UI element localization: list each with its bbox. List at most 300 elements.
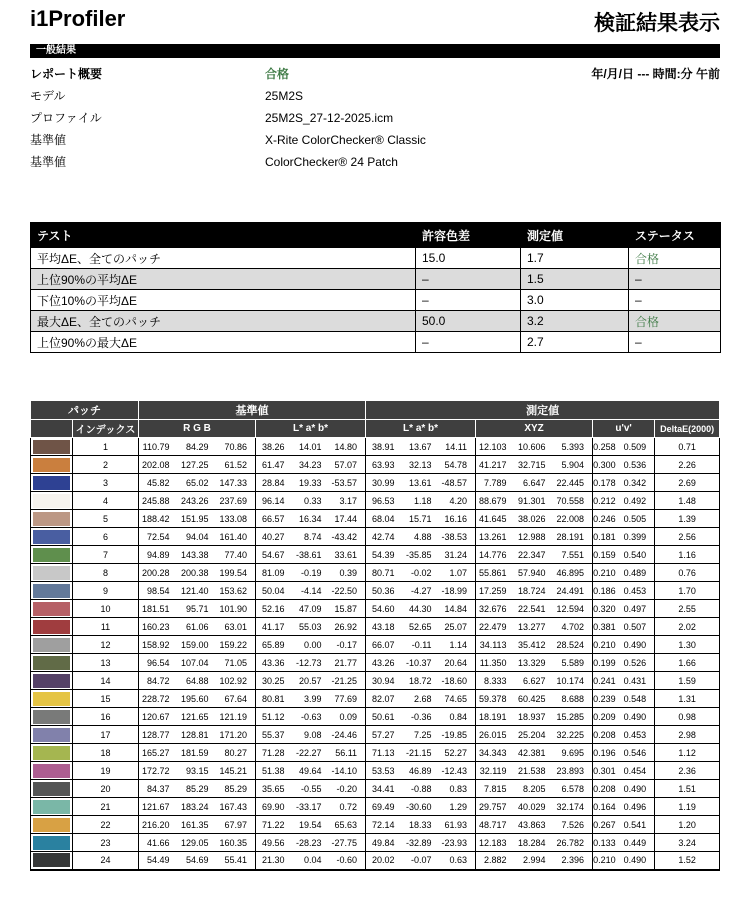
lab-ref-value: 77.69 [330, 690, 366, 708]
rgb-value: 121.40 [178, 582, 217, 600]
patch-row [31, 618, 720, 636]
rgb-value: 84.72 [139, 672, 178, 690]
xyz-value: 10.174 [554, 672, 593, 690]
xyz-value: 32.119 [476, 762, 515, 780]
lab-ref-value: 71.28 [256, 744, 293, 762]
xyz-value: 17.259 [476, 582, 515, 600]
lab-meas-value: 54.78 [440, 456, 476, 474]
lab-ref-value: 54.67 [256, 546, 293, 564]
lab-ref-value: 34.23 [293, 456, 330, 474]
patch-index: 3 [73, 474, 139, 492]
test-table-body [31, 248, 721, 353]
uv-value: 0.208 [593, 726, 624, 744]
swatch-cell [31, 474, 73, 492]
patch-index: 18 [73, 744, 139, 762]
uv-value: 0.526 [624, 654, 655, 672]
rgb-value: 202.08 [139, 456, 178, 474]
color-swatch [33, 584, 70, 598]
group-header-reference: 基準値 [139, 401, 366, 420]
rgb-value: 67.97 [217, 816, 256, 834]
lab-ref-value: 49.56 [256, 834, 293, 852]
test-results-table [30, 222, 721, 353]
rgb-value: 237.69 [217, 492, 256, 510]
lab-ref-value: 50.04 [256, 582, 293, 600]
color-swatch [33, 853, 70, 867]
uv-value: 0.381 [593, 618, 624, 636]
lab-ref-value: 56.11 [330, 744, 366, 762]
uv-value: 0.490 [624, 780, 655, 798]
page-title: 検証結果表示 [594, 12, 720, 35]
lab-ref-value: -21.25 [330, 672, 366, 690]
deltae-value: 1.39 [655, 510, 720, 528]
test-name: 最大ΔE、全てのパッチ [31, 311, 416, 332]
patch-index: 16 [73, 708, 139, 726]
color-swatch [33, 818, 70, 832]
deltae-value: 2.26 [655, 456, 720, 474]
rgb-value: 183.24 [178, 798, 217, 816]
rgb-value: 195.60 [178, 690, 217, 708]
color-swatch [33, 710, 70, 724]
lab-ref-value: -43.42 [330, 528, 366, 546]
patch-row [31, 546, 720, 564]
report-status-value: 合格 [265, 67, 290, 81]
rgb-value: 121.67 [139, 798, 178, 816]
lab-meas-value: -23.93 [440, 834, 476, 852]
lab-ref-value: 55.03 [293, 618, 330, 636]
rgb-value: 84.29 [178, 438, 217, 456]
lab-meas-value: 42.74 [366, 528, 403, 546]
rgb-column-header: R G B [139, 420, 256, 438]
deltae-value: 3.24 [655, 834, 720, 852]
lab-ref-value: 69.90 [256, 798, 293, 816]
reference-value-1: X-Rite ColorChecker® Classic [265, 133, 426, 147]
status-value: 合格 [629, 248, 721, 269]
lab-meas-value: 50.61 [366, 708, 403, 726]
uv-value: 0.536 [624, 456, 655, 474]
lab-meas-value: 18.33 [403, 816, 440, 834]
lab-meas-value: -10.37 [403, 654, 440, 672]
swatch-cell [31, 834, 73, 852]
xyz-value: 35.412 [515, 636, 554, 654]
xyz-value: 70.558 [554, 492, 593, 510]
lab-ref-value: 51.12 [256, 708, 293, 726]
lab-ref-value: 0.04 [293, 852, 330, 870]
uv-value: 0.181 [593, 528, 624, 546]
color-swatch [33, 800, 70, 814]
xyz-value: 13.277 [515, 618, 554, 636]
swatch-column-header [31, 420, 73, 438]
patch-row [31, 690, 720, 708]
xyz-value: 14.776 [476, 546, 515, 564]
uv-value: 0.210 [593, 636, 624, 654]
patch-index: 20 [73, 780, 139, 798]
deltae-value: 2.55 [655, 600, 720, 618]
lab-ref-value: 65.63 [330, 816, 366, 834]
deltae-value: 1.59 [655, 672, 720, 690]
patch-index: 17 [73, 726, 139, 744]
uv-value: 0.546 [624, 744, 655, 762]
info-row-reference-1 [30, 132, 720, 154]
xyz-value: 42.381 [515, 744, 554, 762]
reference-value-2: ColorChecker® 24 Patch [265, 155, 398, 169]
swatch-cell [31, 618, 73, 636]
lab-meas-value: 44.30 [403, 600, 440, 618]
rgb-value: 160.23 [139, 618, 178, 636]
rgb-value: 151.95 [178, 510, 217, 528]
lab-ref-value: 43.36 [256, 654, 293, 672]
rgb-value: 200.28 [139, 564, 178, 582]
lab-meas-value: 30.99 [366, 474, 403, 492]
lab-meas-value: 2.68 [403, 690, 440, 708]
uv-value: 0.208 [593, 780, 624, 798]
color-swatch [33, 836, 70, 850]
rgb-value: 171.20 [217, 726, 256, 744]
uv-value: 0.509 [624, 438, 655, 456]
uv-value: 0.454 [624, 762, 655, 780]
swatch-cell [31, 744, 73, 762]
swatch-cell [31, 492, 73, 510]
info-row-report-summary [30, 66, 720, 88]
patch-index: 19 [73, 762, 139, 780]
xyz-value: 59.378 [476, 690, 515, 708]
lab-meas-value: -0.11 [403, 636, 440, 654]
patch-index: 9 [73, 582, 139, 600]
measured-value: 3.0 [521, 290, 629, 311]
xyz-value: 60.425 [515, 690, 554, 708]
patch-row [31, 816, 720, 834]
lab-ref-value: 38.26 [256, 438, 293, 456]
lab-ref-value: 9.08 [293, 726, 330, 744]
swatch-cell [31, 672, 73, 690]
lab-ref-value: 52.16 [256, 600, 293, 618]
xyz-value: 32.174 [554, 798, 593, 816]
rgb-value: 216.20 [139, 816, 178, 834]
patch-row [31, 780, 720, 798]
test-table-row [31, 269, 721, 290]
measured-value: 1.5 [521, 269, 629, 290]
lab-meas-value: 34.41 [366, 780, 403, 798]
swatch-cell [31, 798, 73, 816]
xyz-value: 48.717 [476, 816, 515, 834]
lab-ref-value: -14.10 [330, 762, 366, 780]
lab-ref-value: -33.17 [293, 798, 330, 816]
color-swatch [33, 440, 70, 454]
patch-index: 7 [73, 546, 139, 564]
uv-value: 0.209 [593, 708, 624, 726]
lab-meas-value: -19.85 [440, 726, 476, 744]
lab-meas-value: 1.14 [440, 636, 476, 654]
rgb-value: 98.54 [139, 582, 178, 600]
patch-row [31, 762, 720, 780]
lab-ref-value: -4.14 [293, 582, 330, 600]
xyz-value: 28.191 [554, 528, 593, 546]
patch-row [31, 474, 720, 492]
rgb-value: 127.25 [178, 456, 217, 474]
test-name: 平均ΔE、全てのパッチ [31, 248, 416, 269]
xyz-value: 22.479 [476, 618, 515, 636]
patch-row [31, 672, 720, 690]
deltae-value: 0.76 [655, 564, 720, 582]
deltae-value: 1.30 [655, 636, 720, 654]
lab-ref-value: 19.33 [293, 474, 330, 492]
lab-ref-value: 71.22 [256, 816, 293, 834]
measured-column-header: 測定値 [521, 223, 629, 248]
lab-ref-value: -22.27 [293, 744, 330, 762]
rgb-value: 93.15 [178, 762, 217, 780]
xyz-value: 28.524 [554, 636, 593, 654]
deltae-value: 1.12 [655, 744, 720, 762]
lab-meas-value: -0.36 [403, 708, 440, 726]
patch-index: 10 [73, 600, 139, 618]
color-swatch [33, 728, 70, 742]
swatch-cell [31, 690, 73, 708]
xyz-value: 22.445 [554, 474, 593, 492]
lab-meas-value: 0.84 [440, 708, 476, 726]
group-header-patch: パッチ [31, 401, 139, 420]
color-swatch [33, 512, 70, 526]
xyz-value: 13.261 [476, 528, 515, 546]
lab-meas-value: -0.02 [403, 564, 440, 582]
lab-ref-value: 28.84 [256, 474, 293, 492]
xyz-value: 22.347 [515, 546, 554, 564]
lab-meas-value: 43.26 [366, 654, 403, 672]
deltae-value: 1.51 [655, 780, 720, 798]
xyz-value: 32.225 [554, 726, 593, 744]
rgb-value: 61.52 [217, 456, 256, 474]
xyz-value: 9.695 [554, 744, 593, 762]
rgb-value: 55.41 [217, 852, 256, 870]
lab-ref-value: -38.61 [293, 546, 330, 564]
lab-meas-value: -4.27 [403, 582, 440, 600]
rgb-value: 45.82 [139, 474, 178, 492]
lab-meas-value: 14.84 [440, 600, 476, 618]
xyz-value: 22.541 [515, 600, 554, 618]
info-label: 基準値 [30, 133, 67, 147]
patch-row [31, 456, 720, 474]
info-label: レポート概要 [30, 67, 103, 81]
lab-meas-value: 30.94 [366, 672, 403, 690]
xyz-value: 15.285 [554, 708, 593, 726]
info-row-reference-2 [30, 154, 720, 176]
xyz-value: 18.191 [476, 708, 515, 726]
info-label: プロファイル [30, 111, 102, 125]
xyz-value: 10.606 [515, 438, 554, 456]
lab-ref-value: -12.73 [293, 654, 330, 672]
lab-meas-value: 25.07 [440, 618, 476, 636]
xyz-value: 25.204 [515, 726, 554, 744]
lab-meas-value: -48.57 [440, 474, 476, 492]
xyz-value: 21.538 [515, 762, 554, 780]
patch-row [31, 654, 720, 672]
patch-index: 12 [73, 636, 139, 654]
patch-index: 13 [73, 654, 139, 672]
test-name: 上位90%の平均ΔE [31, 269, 416, 290]
lab-ref-value: 14.01 [293, 438, 330, 456]
swatch-cell [31, 780, 73, 798]
rgb-value: 63.01 [217, 618, 256, 636]
lab-meas-value: -18.99 [440, 582, 476, 600]
patch-row [31, 510, 720, 528]
lab-ref-value: 51.38 [256, 762, 293, 780]
lab-ref-value: 16.34 [293, 510, 330, 528]
color-swatch [33, 638, 70, 652]
rgb-value: 102.92 [217, 672, 256, 690]
lab-ref-value: -0.19 [293, 564, 330, 582]
swatch-cell [31, 600, 73, 618]
uv-value: 0.246 [593, 510, 624, 528]
xyz-value: 6.578 [554, 780, 593, 798]
lab-meas-value: 13.61 [403, 474, 440, 492]
rgb-value: 65.02 [178, 474, 217, 492]
lab-ref-value: 40.27 [256, 528, 293, 546]
uv-value: 0.159 [593, 546, 624, 564]
xyz-value: 22.008 [554, 510, 593, 528]
uv-value: 0.320 [593, 600, 624, 618]
rgb-value: 161.40 [217, 528, 256, 546]
rgb-value: 129.05 [178, 834, 217, 852]
xyz-value: 34.113 [476, 636, 515, 654]
test-name: 下位10%の平均ΔE [31, 290, 416, 311]
lab-ref-value: 30.25 [256, 672, 293, 690]
tolerance-column-header: 許容色差 [416, 223, 521, 248]
patch-table-body [31, 438, 720, 870]
test-table-row [31, 332, 721, 353]
xyz-value: 91.301 [515, 492, 554, 510]
patch-index: 11 [73, 618, 139, 636]
rgb-value: 200.38 [178, 564, 217, 582]
rgb-value: 128.77 [139, 726, 178, 744]
lab-meas-value: -30.60 [403, 798, 440, 816]
lab-meas-value: 1.07 [440, 564, 476, 582]
lab-ref-value: 0.09 [330, 708, 366, 726]
color-swatch [33, 764, 70, 778]
xyz-value: 40.029 [515, 798, 554, 816]
app-title: i1Profiler [30, 6, 126, 31]
xyz-value: 4.702 [554, 618, 593, 636]
lab-meas-value: 0.83 [440, 780, 476, 798]
rgb-value: 243.26 [178, 492, 217, 510]
patch-index: 14 [73, 672, 139, 690]
lab-ref-column-header: L* a* b* [256, 420, 366, 438]
patch-index: 2 [73, 456, 139, 474]
rgb-value: 121.65 [178, 708, 217, 726]
rgb-value: 54.49 [139, 852, 178, 870]
swatch-cell [31, 816, 73, 834]
lab-meas-column-header: L* a* b* [366, 420, 476, 438]
color-swatch [33, 530, 70, 544]
deltae-value: 2.69 [655, 474, 720, 492]
rgb-value: 159.00 [178, 636, 217, 654]
uv-value: 0.212 [593, 492, 624, 510]
lab-meas-value: 66.07 [366, 636, 403, 654]
lab-meas-value: 96.53 [366, 492, 403, 510]
patch-row [31, 834, 720, 852]
lab-meas-value: -0.07 [403, 852, 440, 870]
lab-meas-value: 38.91 [366, 438, 403, 456]
xyz-column-header: XYZ [476, 420, 593, 438]
lab-ref-value: -0.55 [293, 780, 330, 798]
lab-meas-value: 69.49 [366, 798, 403, 816]
swatch-cell [31, 438, 73, 456]
uv-value: 0.196 [593, 744, 624, 762]
lab-ref-value: 65.89 [256, 636, 293, 654]
color-swatch [33, 458, 70, 472]
rgb-value: 84.37 [139, 780, 178, 798]
swatch-cell [31, 726, 73, 744]
lab-meas-value: 16.16 [440, 510, 476, 528]
uv-value: 0.548 [624, 690, 655, 708]
rgb-value: 145.21 [217, 762, 256, 780]
deltae-column-header: DeltaE(2000) [655, 420, 720, 438]
rgb-value: 181.51 [139, 600, 178, 618]
uv-value: 0.507 [624, 618, 655, 636]
lab-ref-value: 21.30 [256, 852, 293, 870]
lab-ref-value: 14.80 [330, 438, 366, 456]
uv-value: 0.489 [624, 564, 655, 582]
deltae-value: 1.20 [655, 816, 720, 834]
uv-value: 0.300 [593, 456, 624, 474]
patch-row [31, 528, 720, 546]
lab-meas-value: 46.89 [403, 762, 440, 780]
xyz-value: 24.491 [554, 582, 593, 600]
patch-row [31, 600, 720, 618]
swatch-cell [31, 708, 73, 726]
uv-value: 0.540 [624, 546, 655, 564]
patch-index: 5 [73, 510, 139, 528]
swatch-cell [31, 582, 73, 600]
rgb-value: 41.66 [139, 834, 178, 852]
rgb-value: 107.04 [178, 654, 217, 672]
lab-ref-value: 81.09 [256, 564, 293, 582]
status-column-header: ステータス [629, 223, 721, 248]
rgb-value: 54.69 [178, 852, 217, 870]
rgb-value: 121.19 [217, 708, 256, 726]
xyz-value: 41.217 [476, 456, 515, 474]
xyz-value: 7.789 [476, 474, 515, 492]
rgb-value: 181.59 [178, 744, 217, 762]
color-swatch [33, 746, 70, 760]
lab-meas-value: 52.27 [440, 744, 476, 762]
lab-meas-value: 80.71 [366, 564, 403, 582]
uv-value: 0.490 [624, 708, 655, 726]
uv-value: 0.342 [624, 474, 655, 492]
xyz-value: 57.940 [515, 564, 554, 582]
xyz-value: 41.645 [476, 510, 515, 528]
tolerance-value: 15.0 [416, 248, 521, 269]
profile-value: 25M2S_27-12-2025.icm [265, 111, 394, 125]
xyz-value: 2.396 [554, 852, 593, 870]
patch-index: 23 [73, 834, 139, 852]
lab-ref-value: 96.14 [256, 492, 293, 510]
patch-index: 4 [73, 492, 139, 510]
lab-ref-value: 47.09 [293, 600, 330, 618]
xyz-value: 46.895 [554, 564, 593, 582]
lab-ref-value: 33.61 [330, 546, 366, 564]
info-row-profile [30, 110, 720, 132]
lab-meas-value: 50.36 [366, 582, 403, 600]
patch-index: 1 [73, 438, 139, 456]
test-table-row [31, 248, 721, 269]
lab-ref-value: 20.57 [293, 672, 330, 690]
status-value: – [629, 332, 721, 353]
xyz-value: 2.882 [476, 852, 515, 870]
deltae-value: 0.98 [655, 708, 720, 726]
xyz-value: 18.724 [515, 582, 554, 600]
uv-value: 0.164 [593, 798, 624, 816]
rgb-value: 128.81 [178, 726, 217, 744]
lab-meas-value: 54.60 [366, 600, 403, 618]
patch-row [31, 726, 720, 744]
